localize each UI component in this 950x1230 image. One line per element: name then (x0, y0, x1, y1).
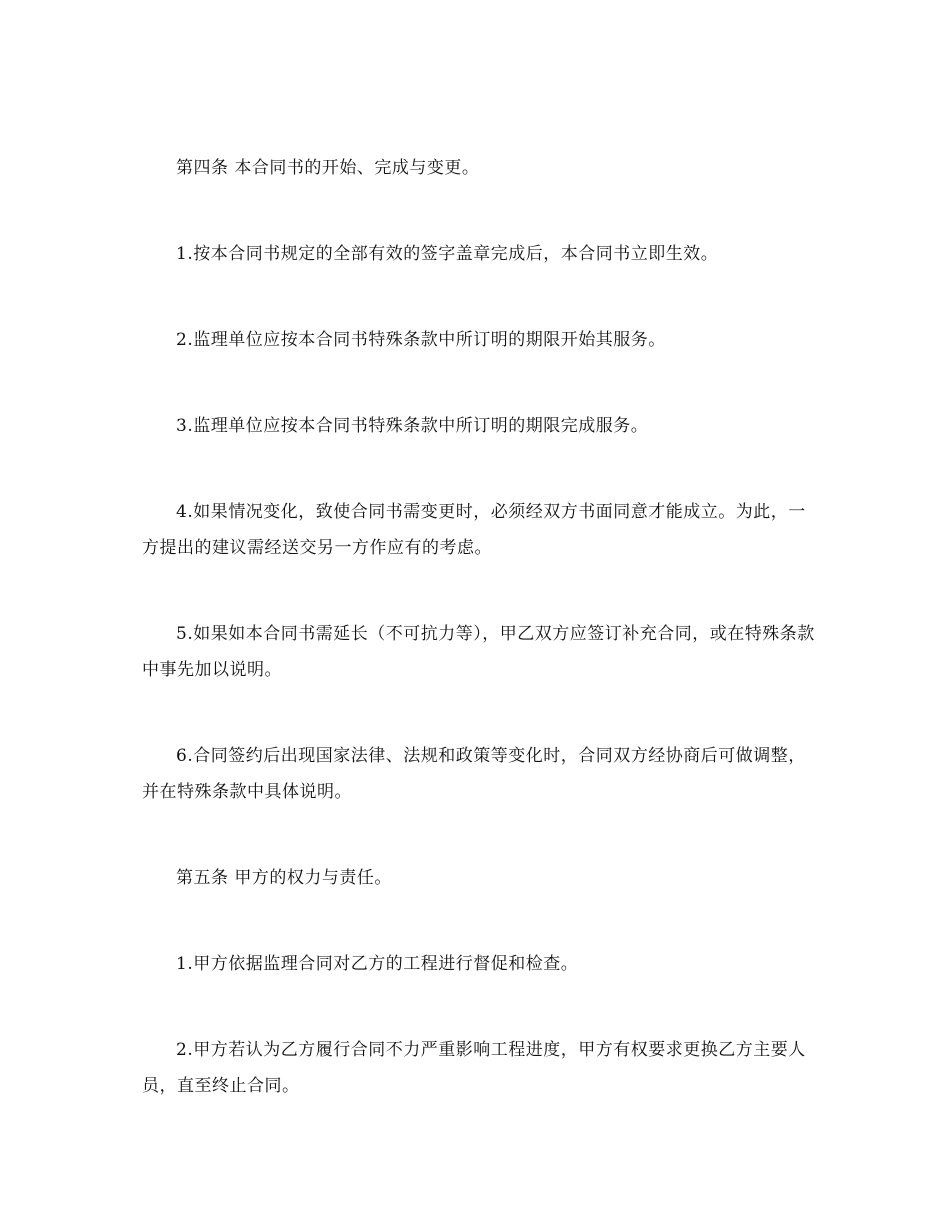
article-4-clause-5: 5.如果如本合同书需延长（不可抗力等），甲乙双方应签订补充合同，或在特殊条款中事先加以说明。 (142, 624, 815, 680)
article-5-clause-2: 2.甲方若认为乙方履行合同不力严重影响工程进度，甲方有权要求更换乙方主要人员，直至终止合同。 (142, 1040, 806, 1096)
article-5-clause-1: 1.甲方依据监理合同对乙方的工程进行督促和检查。 (176, 954, 579, 974)
article-4-clause-1: 1.按本合同书规定的全部有效的签字盖章完成后，本合同书立即生效。 (176, 244, 719, 264)
article-4-clause-3: 3.监理单位应按本合同书特殊条款中所订明的期限完成服务。 (176, 416, 649, 436)
article-4-clause-2: 2.监理单位应按本合同书特殊条款中所订明的期限开始其服务。 (176, 330, 666, 350)
article-4-heading: 第四条 本合同书的开始、完成与变更。 (176, 158, 480, 178)
article-4-clause-6: 6.合同签约后出现国家法律、法规和政策等变化时，合同双方经协商后可做调整，并在特殊条款中具体说明。 (142, 746, 806, 802)
document-body (142, 150, 817, 1104)
article-4-clause-4: 4.如果情况变化，致使合同书需变更时，必须经双方书面同意才能成立。为此，一方提出的建议需经送交另一方作应有的考虑。 (142, 502, 806, 558)
article-5-heading: 第五条 甲方的权力与责任。 (176, 868, 392, 888)
